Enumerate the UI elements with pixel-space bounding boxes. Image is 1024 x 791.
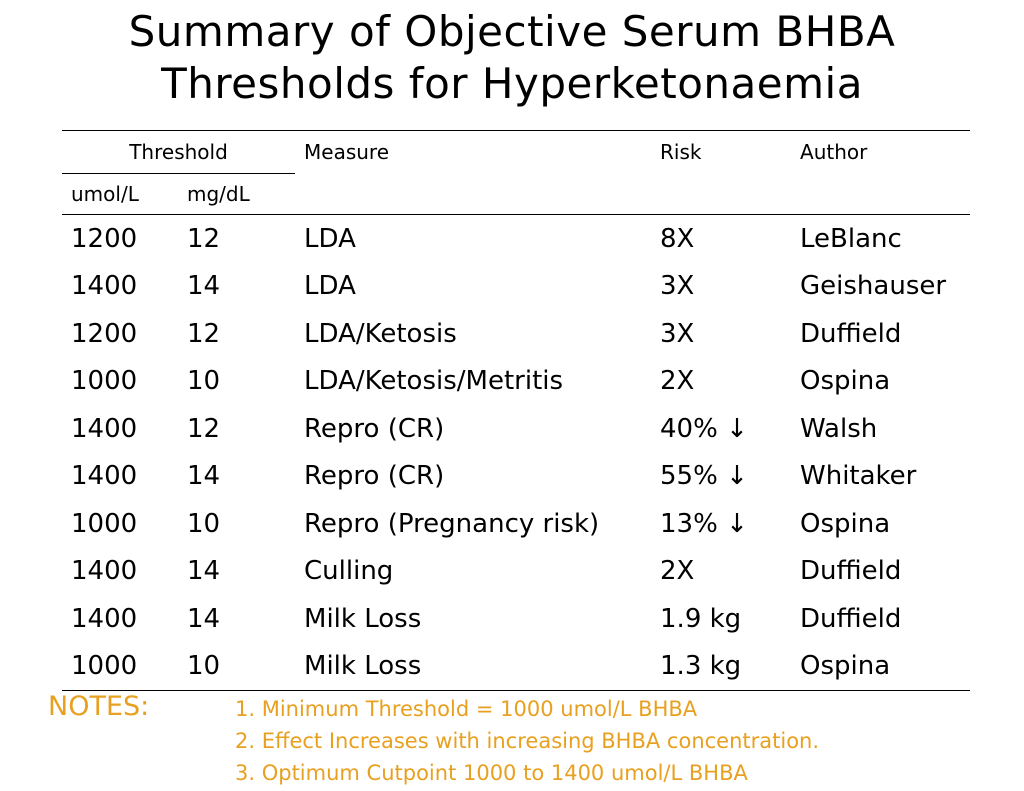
risk-cell: 13% ↓ — [660, 508, 748, 539]
author-cell: Ospina — [800, 508, 891, 539]
table-row — [62, 500, 970, 548]
author-cell: LeBlanc — [800, 223, 902, 254]
author-cell: Duffield — [800, 318, 902, 349]
table-row — [62, 310, 970, 358]
mg-cell: 14 — [187, 271, 221, 302]
umol-cell: 1400 — [71, 461, 138, 492]
mg-cell: 12 — [187, 223, 221, 254]
title-line-1: Summary of Objective Serum BHBA — [128, 7, 896, 56]
note-item: 2. Effect Increases with increasing BHBA concentration. — [235, 729, 820, 753]
risk-cell: 2X — [660, 556, 695, 587]
author-header: Author — [791, 131, 970, 215]
slide-title — [0, 6, 1024, 110]
author-cell: Ospina — [791, 643, 970, 691]
notes-label: NOTES: — [48, 691, 150, 722]
measure-cell: Culling — [304, 556, 394, 587]
mg-cell: 12 — [187, 318, 221, 349]
mg-cell: 10 — [178, 643, 295, 691]
umol-cell: 1000 — [62, 643, 178, 691]
risk-cell: 2X — [660, 366, 695, 397]
mg-cell: 14 — [187, 603, 221, 634]
table-row — [62, 453, 970, 501]
risk-cell: 8X — [660, 223, 695, 254]
threshold-table — [62, 130, 970, 691]
risk-cell: 3X — [660, 318, 695, 349]
measure-header: Measure — [295, 131, 651, 215]
notes-list — [235, 693, 819, 789]
author-cell: Walsh — [800, 413, 878, 444]
table-row — [62, 263, 970, 311]
title-line-2: Thresholds for Hyperketonaemia — [161, 59, 863, 108]
umol-cell: 1400 — [71, 271, 138, 302]
measure-cell: Repro (CR) — [304, 461, 445, 492]
author-cell: Ospina — [800, 366, 891, 397]
umol-unit-header: umol/L — [62, 174, 178, 215]
risk-cell: 1.3 kg — [651, 643, 791, 691]
table-row — [62, 595, 970, 643]
measure-cell: Milk Loss — [295, 643, 651, 691]
mg-cell: 12 — [187, 413, 221, 444]
umol-cell: 1400 — [71, 413, 138, 444]
author-cell: Whitaker — [800, 461, 917, 492]
umol-cell: 1400 — [71, 603, 138, 634]
author-cell: Duffield — [800, 556, 902, 587]
umol-cell: 1000 — [71, 508, 138, 539]
risk-cell: 40% ↓ — [660, 413, 748, 444]
note-item: 3. Optimum Cutpoint 1000 to 1400 umol/L BHBA — [235, 761, 748, 785]
measure-cell: LDA/Ketosis — [304, 318, 457, 349]
header-row — [62, 131, 970, 174]
table-row — [62, 405, 970, 453]
mg-cell: 10 — [187, 508, 221, 539]
risk-cell: 55% ↓ — [660, 461, 748, 492]
measure-cell: Repro (Pregnancy risk) — [304, 508, 600, 539]
umol-cell: 1400 — [71, 556, 138, 587]
mg-cell: 10 — [187, 366, 221, 397]
measure-cell: LDA/Ketosis/Metritis — [304, 366, 564, 397]
measure-cell: Repro (CR) — [304, 413, 445, 444]
mg-cell: 14 — [187, 556, 221, 587]
measure-cell: LDA — [304, 271, 356, 302]
umol-cell: 1000 — [71, 366, 138, 397]
umol-cell: 1200 — [71, 318, 138, 349]
risk-cell: 3X — [660, 271, 695, 302]
measure-cell: Milk Loss — [304, 603, 422, 634]
measure-cell: LDA — [304, 223, 356, 254]
author-cell: Duffield — [800, 603, 902, 634]
risk-cell: 1.9 kg — [660, 603, 742, 634]
table-row — [62, 215, 970, 263]
mg-cell: 14 — [187, 461, 221, 492]
umol-cell: 1200 — [71, 223, 138, 254]
table-row — [62, 643, 970, 691]
threshold-group-header: Threshold — [62, 131, 295, 174]
note-item: 1. Minimum Threshold = 1000 umol/L BHBA — [235, 697, 698, 721]
mg-unit-header: mg/dL — [178, 174, 295, 215]
risk-header: Risk — [651, 131, 791, 215]
table-row — [62, 358, 970, 406]
author-cell: Geishauser — [800, 271, 947, 302]
table-row — [62, 548, 970, 596]
